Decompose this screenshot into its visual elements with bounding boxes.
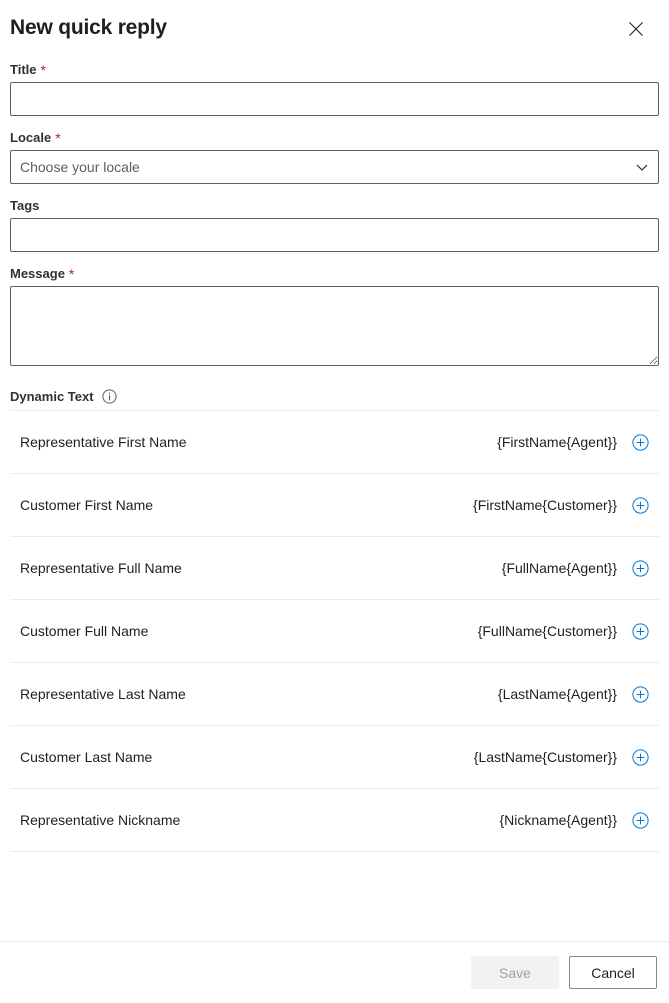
locale-select[interactable]: Choose your locale bbox=[10, 150, 659, 184]
locale-label-text: Locale bbox=[10, 130, 52, 145]
add-circle-icon[interactable] bbox=[631, 685, 649, 703]
add-circle-icon[interactable] bbox=[631, 622, 649, 640]
table-row bbox=[10, 663, 659, 726]
dynamic-text-list bbox=[10, 410, 659, 852]
info-icon[interactable] bbox=[102, 389, 117, 404]
dynamic-text-name: Customer Last Name bbox=[20, 749, 153, 765]
dynamic-text-right bbox=[473, 496, 649, 514]
locale-label bbox=[10, 130, 659, 145]
tags-label-text: Tags bbox=[10, 198, 40, 213]
add-circle-icon[interactable] bbox=[631, 748, 649, 766]
form-body bbox=[0, 48, 669, 941]
panel-footer bbox=[0, 941, 669, 1003]
title-required-asterisk: * bbox=[40, 61, 46, 78]
dynamic-text-right bbox=[502, 559, 649, 577]
dynamic-text-token: {FirstName{Customer}} bbox=[473, 497, 617, 513]
table-row bbox=[10, 726, 659, 789]
add-circle-icon[interactable] bbox=[631, 559, 649, 577]
message-field-group bbox=[10, 266, 659, 371]
dynamic-text-name: Representative Last Name bbox=[20, 686, 186, 702]
cancel-button[interactable]: Cancel bbox=[569, 956, 657, 989]
dynamic-text-right bbox=[498, 685, 649, 703]
dynamic-text-name: Representative Full Name bbox=[20, 560, 182, 576]
dynamic-text-heading bbox=[10, 389, 659, 404]
add-circle-icon[interactable] bbox=[631, 496, 649, 514]
dynamic-text-right bbox=[478, 622, 649, 640]
tags-input[interactable] bbox=[10, 218, 659, 252]
locale-field-group bbox=[10, 130, 659, 184]
dynamic-text-right bbox=[497, 433, 649, 451]
dynamic-text-right bbox=[499, 811, 649, 829]
message-required-asterisk: * bbox=[68, 265, 75, 282]
title-label bbox=[10, 62, 659, 77]
message-label-text: Message bbox=[10, 266, 65, 281]
dynamic-text-name: Customer First Name bbox=[20, 497, 154, 513]
table-row bbox=[10, 537, 659, 600]
dynamic-text-name: Representative Nickname bbox=[20, 812, 181, 828]
title-input[interactable] bbox=[10, 82, 659, 116]
dynamic-text-right bbox=[474, 748, 649, 766]
table-row bbox=[10, 474, 659, 537]
panel-header bbox=[0, 0, 669, 48]
locale-required-asterisk: * bbox=[55, 129, 61, 146]
table-row bbox=[10, 411, 659, 474]
message-textarea[interactable] bbox=[10, 286, 659, 366]
table-row bbox=[10, 789, 659, 852]
locale-select-wrap bbox=[10, 150, 659, 184]
dynamic-text-token: {Nickname{Agent}} bbox=[499, 812, 617, 828]
dynamic-text-token: {FullName{Customer}} bbox=[477, 623, 617, 639]
dynamic-text-token: {FullName{Agent}} bbox=[501, 560, 617, 576]
close-icon bbox=[628, 21, 644, 37]
dynamic-text-token: {LastName{Agent}} bbox=[497, 686, 617, 702]
dynamic-text-name: Representative First Name bbox=[20, 434, 187, 450]
dynamic-text-name: Customer Full Name bbox=[20, 623, 149, 639]
dynamic-text-token: {LastName{Customer}} bbox=[473, 749, 617, 765]
tags-field-group bbox=[10, 198, 659, 252]
table-row bbox=[10, 600, 659, 663]
dynamic-text-heading-label: Dynamic Text bbox=[10, 389, 94, 404]
add-circle-icon[interactable] bbox=[631, 811, 649, 829]
add-circle-icon[interactable] bbox=[631, 433, 649, 451]
page-title: New quick reply bbox=[10, 16, 167, 39]
title-field-group bbox=[10, 62, 659, 116]
save-button[interactable]: Save bbox=[471, 956, 559, 989]
message-label bbox=[10, 266, 659, 281]
dynamic-text-token: {FirstName{Agent}} bbox=[497, 434, 617, 450]
title-label-text: Title bbox=[10, 62, 37, 77]
tags-label bbox=[10, 198, 659, 213]
close-button[interactable] bbox=[623, 16, 649, 42]
